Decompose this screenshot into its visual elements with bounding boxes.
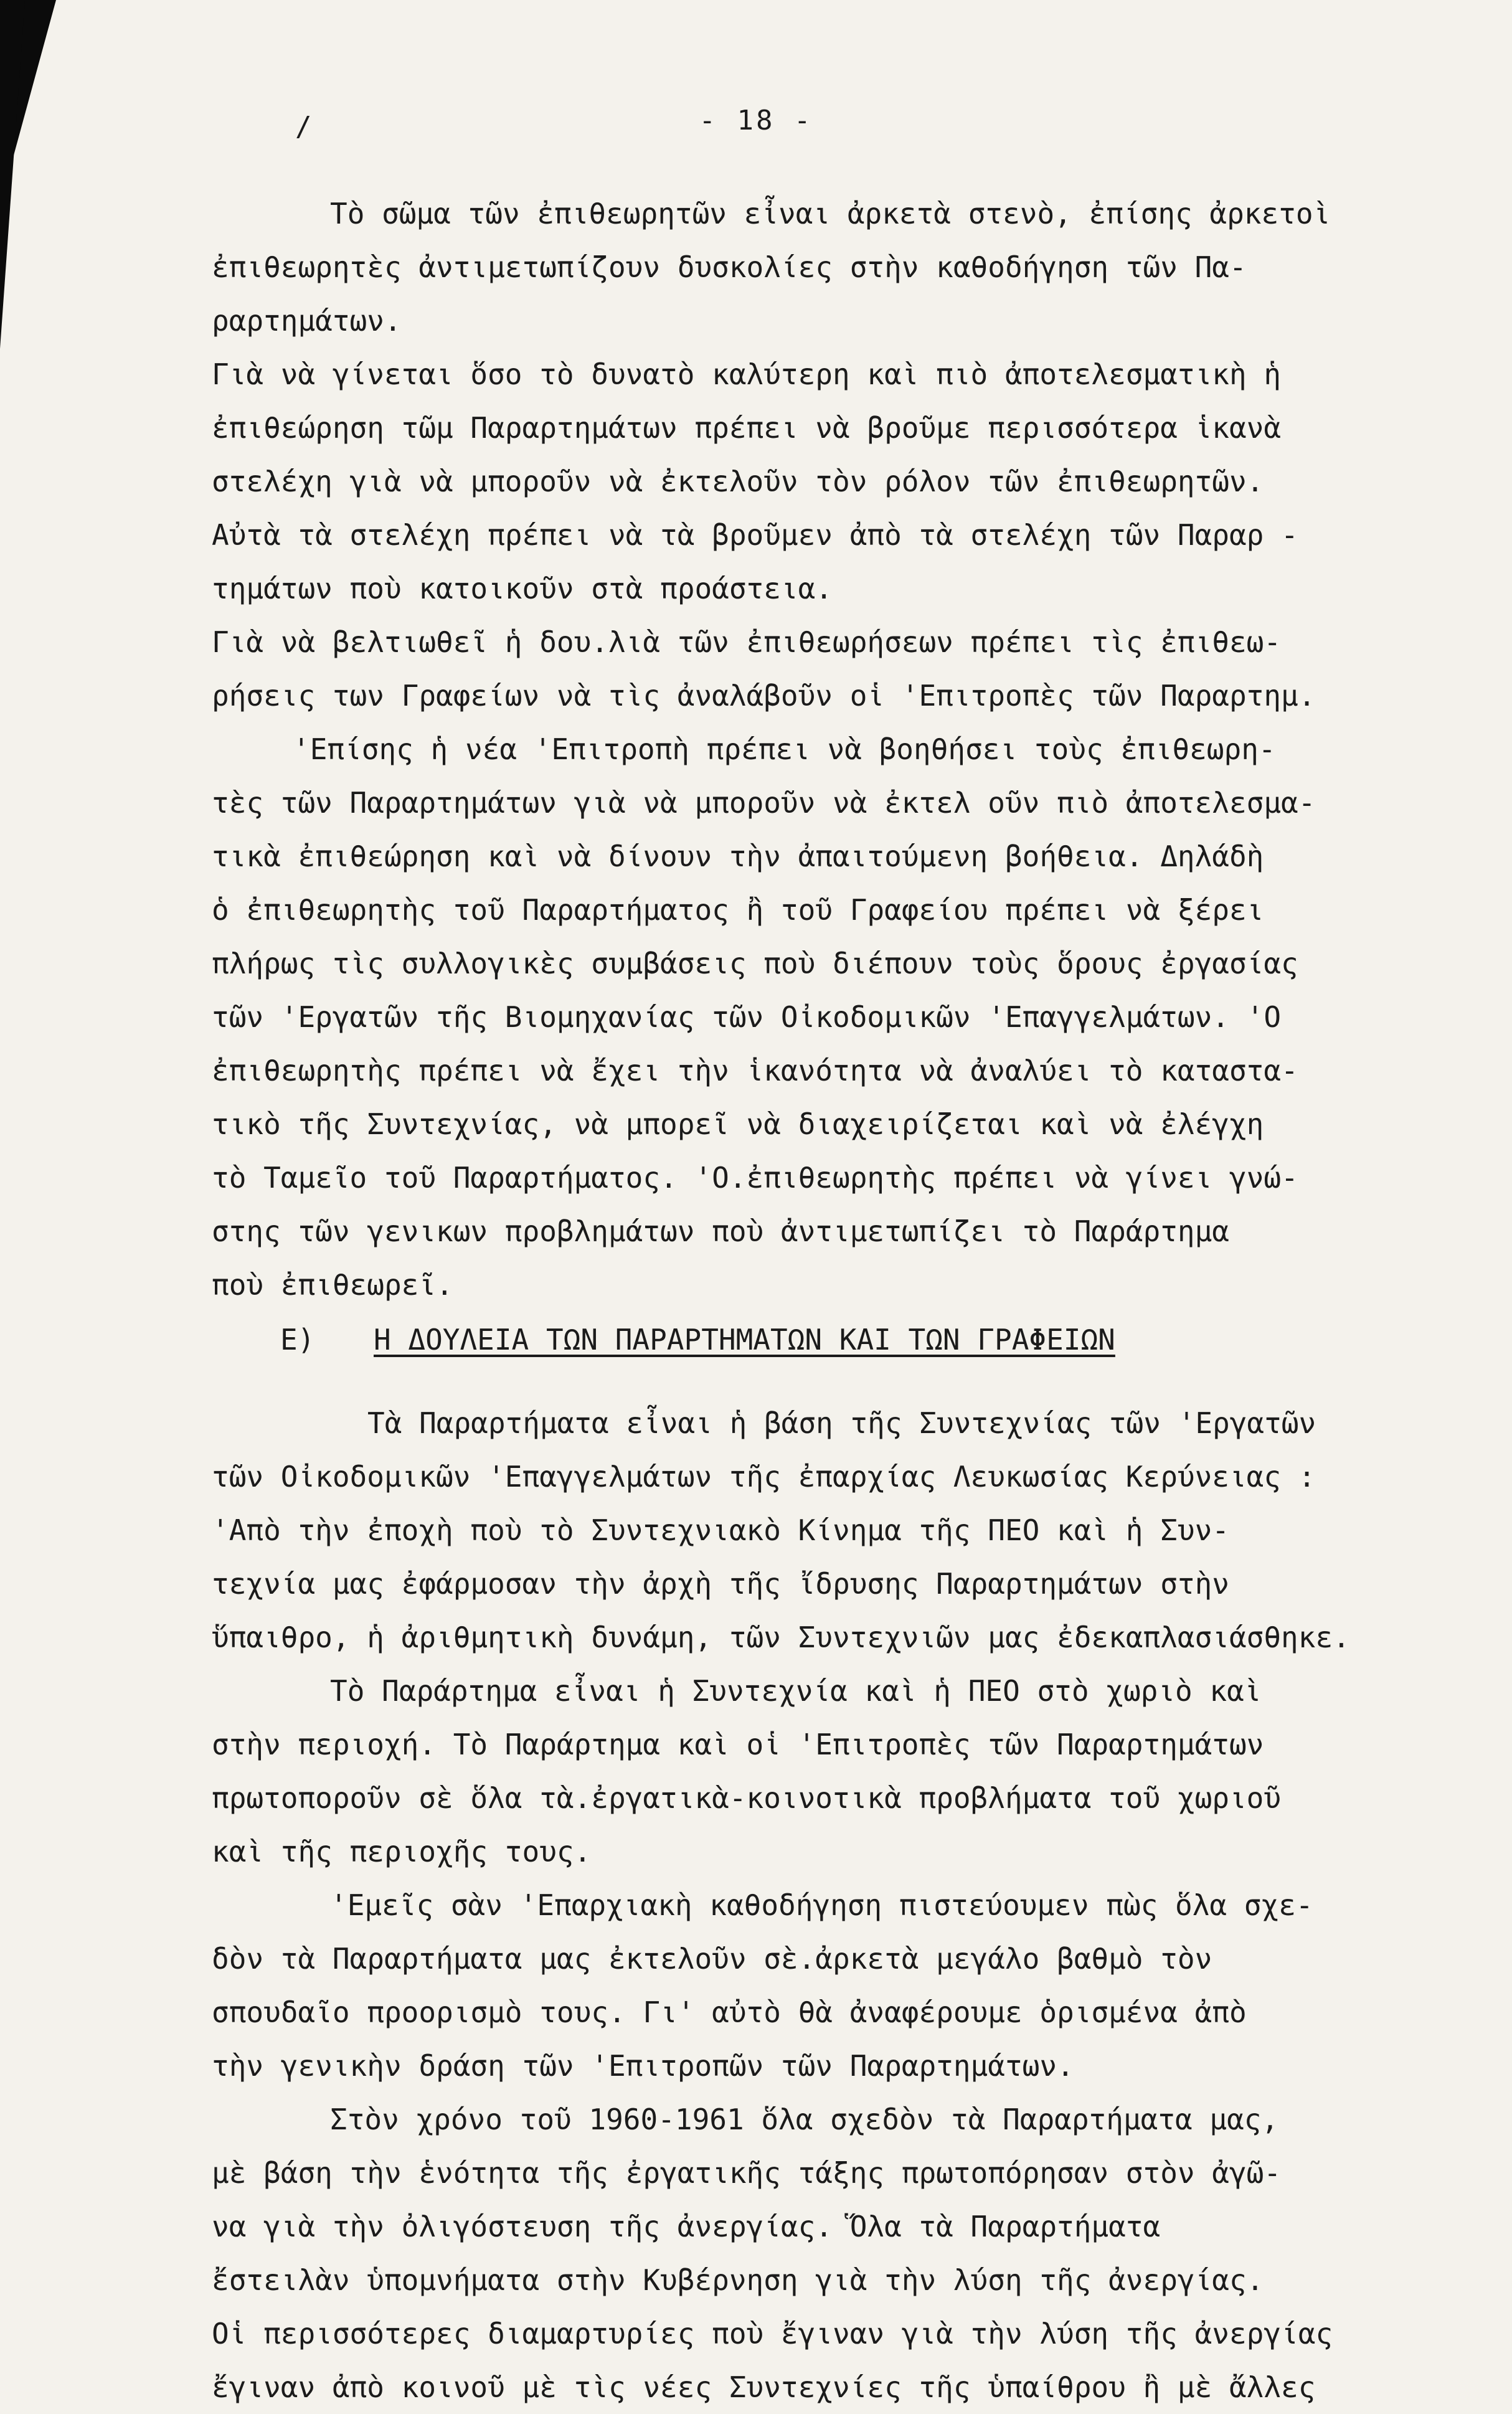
text-line: στελέχη γιὰ νὰ μποροῦν νὰ ἐκτελοῦν τὸν ρόλον τῶν ἐπιθεωρητῶν. xyxy=(212,465,1264,498)
text-line: Οἱ περισσότερες διαμαρτυρίες ποὺ ἔγιναν γιὰ τὴν λύση τῆς ἀνεργίας xyxy=(212,2317,1333,2350)
section-title: Η ΔΟΥΛΕΙΑ ΤΩΝ ΠΑΡΑΡΤΗΜΑΤΩΝ ΚΑΙ ΤΩΝ ΓΡΑΦΕΙΩΝ xyxy=(374,1323,1115,1356)
text-line: καὶ τῆς περιοχῆς τους. xyxy=(212,1835,592,1868)
text-line: ἔγιναν ἀπὸ κοινοῦ μὲ τὶς νέες Συντεχνίες τῆς ὑπαίθρου ἢ μὲ ἄλλες xyxy=(212,2370,1316,2404)
text-line: τικὰ ἐπιθεώρηση καὶ νὰ δίνουν τὴν ἀπαιτούμενη βοήθεια. Δηλάδὴ xyxy=(212,840,1264,873)
text-line: τικὸ τῆς Συντεχνίας, νὰ μπορεῖ νὰ διαχειρίζεται καὶ νὰ ἐλέγχη xyxy=(212,1107,1264,1141)
text-line: Γιὰ νὰ βελτιωθεῖ ἡ δου.λιὰ τῶν ἐπιθεωρήσεων πρέπει τὶς ἐπιθεω- xyxy=(212,625,1282,659)
paragraph xyxy=(212,348,1451,615)
text-line: ἐπιθεωρητὴς πρέπει νὰ ἔχει τὴν ἱκανότητα νὰ ἀναλύει τὸ καταστα- xyxy=(212,1054,1298,1087)
document-body xyxy=(212,187,1451,2414)
text-line: 'Εμεῖς σὰν 'Επαρχιακὴ καθοδήγηση πιστεύουμεν πὼς ὅλα σχε- xyxy=(330,1888,1313,1922)
text-line: Γιὰ νὰ γίνεται ὅσο τὸ δυνατὸ καλύτερη καὶ πιὸ ἀποτελεσματικὴ ἡ xyxy=(212,357,1282,391)
section-d-text xyxy=(212,187,1451,1312)
paragraph xyxy=(212,1878,1451,2093)
paragraph xyxy=(212,2093,1451,2414)
page-number: - 18 - xyxy=(699,105,813,136)
text-line: ἐπιθεώρηση τῶμ Παραρτημάτων πρέπει νὰ βροῦμε περισσότερα ἱκανὰ xyxy=(212,411,1282,445)
text-line: Τὸ σῶμα τῶν ἐπιθεωρητῶν εἶναι ἀρκετὰ στενὸ, ἐπίσης ἀρκετοὶ xyxy=(330,197,1331,230)
text-line: στης τῶν γενικων προβλημάτων ποὺ ἀντιμετωπίζει τὸ Παράρτημα xyxy=(212,1214,1229,1248)
text-line: 'Απὸ τὴν ἐποχὴ ποὺ τὸ Συντεχνιακὸ Κίνημα τῆς ΠΕΟ καὶ ἡ Συν- xyxy=(212,1513,1229,1547)
text-line: μὲ βάση τὴν ἑνότητα τῆς ἐργατικῆς τάξης πρωτοπόρησαν στὸν ἀγῶ- xyxy=(212,2156,1282,2190)
text-line: ἐπιθεωρητὲς ἀντιμετωπίζουν δυσκολίες στὴν καθοδήγηση τῶν Πα- xyxy=(212,250,1247,284)
text-line: ποὺ ἐπιθεωρεῖ. xyxy=(212,1268,453,1302)
paragraph xyxy=(212,722,1451,1312)
text-line: τῶν Οἰκοδομικῶν 'Επαγγελμάτων τῆς ἐπαρχίας Λευκωσίας Κερύνειας : xyxy=(212,1460,1316,1493)
text-line: να γιὰ τὴν ὀλιγόστευση τῆς ἀνεργίας. Ὅλα τὰ Παραρτήματα xyxy=(212,2210,1161,2243)
text-line: ὕπαιθρο, ἡ ἀριθμητικὴ δυνάμη, τῶν Συντεχνιῶν μας ἐδεκαπλασιάσθηκε. xyxy=(212,1621,1350,1654)
text-line: 'Επίσης ἡ νέα 'Επιτροπὴ πρέπει νὰ βοηθήσει τοὺς ἐπιθεωρη- xyxy=(293,732,1276,766)
text-line: τῶν 'Εργατῶν τῆς Βιομηχανίας τῶν Οἰκοδομικῶν 'Επαγγελμάτων. 'Ο xyxy=(212,1000,1282,1034)
text-line: τημάτων ποὺ κατοικοῦν στὰ προάστεια. xyxy=(212,572,833,605)
text-line: ρήσεις των Γραφείων νὰ τὶς ἀναλάβοῦν οἱ 'Επιτροπὲς τῶν Παραρτημ. xyxy=(212,679,1316,712)
text-line: Τὸ Παράρτημα εἶναι ἡ Συντεχνία καὶ ἡ ΠΕΟ στὸ χωριὸ καὶ xyxy=(330,1674,1262,1708)
text-line: σπουδαῖο προορισμὸ τους. Γι' αὐτὸ θὰ ἀναφέρουμε ὁρισμένα ἀπὸ xyxy=(212,1995,1247,2029)
scan-shadow-edge xyxy=(0,0,25,349)
text-line: ραρτημάτων. xyxy=(212,304,402,338)
section-heading xyxy=(212,1313,1451,1366)
text-line: τεχνία μας ἐφάρμοσαν τὴν ἀρχὴ τῆς ἴδρυσης Παραρτημάτων στὴν xyxy=(212,1567,1229,1601)
text-line: Στὸν χρόνο τοῦ 1960-1961 ὅλα σχεδὸν τὰ Παραρτήματα μας, xyxy=(330,2103,1279,2136)
text-line: δὸν τὰ Παραρτήματα μας ἐκτελοῦν σὲ.ἀρκετὰ μεγάλο βαθμὸ τὸν xyxy=(212,1942,1212,1976)
text-line: στὴν περιοχή. Τὸ Παράρτημα καὶ οἱ 'Επιτροπὲς τῶν Παραρτημάτων xyxy=(212,1728,1264,1761)
paragraph xyxy=(212,1664,1451,1878)
text-line: πρωτοποροῦν σὲ ὅλα τὰ.ἐργατικὰ-κοινοτικὰ προβλήματα τοῦ χωριοῦ xyxy=(212,1781,1282,1815)
paragraph xyxy=(212,615,1451,722)
section-marker: Ε) xyxy=(280,1323,315,1356)
paragraph xyxy=(212,1396,1451,1664)
text-line: Αὐτὰ τὰ στελέχη πρέπει νὰ τὰ βροῦμεν ἀπὸ τὰ στελέχη τῶν Παραρ - xyxy=(212,518,1298,552)
margin-mark: / xyxy=(295,111,312,143)
text-line: τὸ Ταμεῖο τοῦ Παραρτήματος. 'Ο.ἐπιθεωρητὴς πρέπει νὰ γίνει γνώ- xyxy=(212,1161,1298,1195)
text-line: πλήρως τὶς συλλογικὲς συμβάσεις ποὺ διέπουν τοὺς ὅρους ἐργασίας xyxy=(212,947,1298,980)
text-line: τὲς τῶν Παραρτημάτων γιὰ νὰ μποροῦν νὰ ἐκτελ οῦν πιὸ ἀποτελεσμα- xyxy=(212,786,1316,820)
section-e-text xyxy=(212,1396,1451,2414)
paragraph xyxy=(212,187,1451,348)
text-line: ἔστειλὰν ὑπομνήματα στὴν Κυβέρνηση γιὰ τὴν λύση τῆς ἀνεργίας. xyxy=(212,2263,1264,2297)
text-line: Τὰ Παραρτήματα εἶναι ἡ βάση τῆς Συντεχνίας τῶν 'Εργατῶν xyxy=(367,1406,1316,1440)
text-line: ὁ ἐπιθεωρητὴς τοῦ Παραρτήματος ἢ τοῦ Γραφείου πρέπει νὰ ξέρει xyxy=(212,893,1264,927)
text-line: τὴν γενικὴν δράση τῶν 'Επιτροπῶν τῶν Παραρτημάτων. xyxy=(212,2049,1074,2083)
